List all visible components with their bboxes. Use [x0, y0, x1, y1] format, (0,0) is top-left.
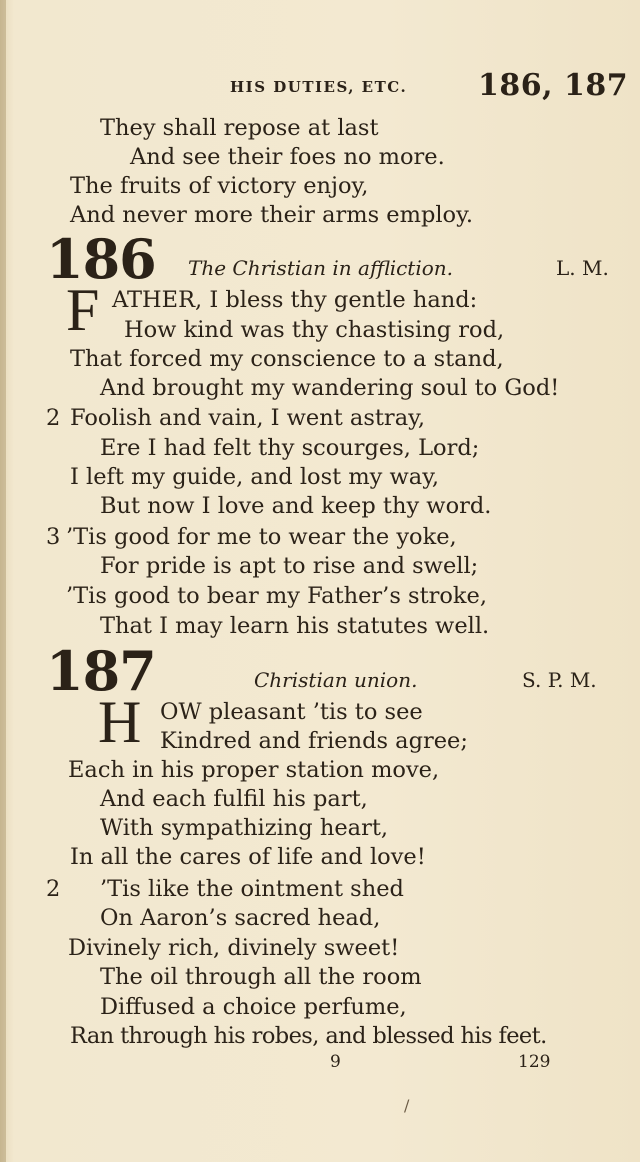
- verse-line: On Aaron’s sacred head,: [100, 905, 381, 931]
- stanza-number: 2: [46, 405, 61, 431]
- page-number: 129: [518, 1052, 551, 1072]
- running-head: HIS DUTIES, ETC.: [230, 78, 408, 96]
- verse-line: They shall repose at last: [100, 115, 379, 141]
- hymn-title: The Christian in affliction.: [188, 256, 453, 280]
- page-header: [0, 70, 640, 110]
- verse-line: OW pleasant ’tis to see: [160, 699, 423, 725]
- hymn-title: Christian union.: [254, 668, 418, 692]
- verse-line: How kind was thy chastising rod,: [124, 317, 505, 343]
- hymn-range: 186, 187: [478, 68, 629, 103]
- signature-mark: 9: [330, 1052, 341, 1072]
- verse-line: ’Tis like the ointment shed: [100, 876, 404, 902]
- drop-cap: F: [66, 277, 100, 343]
- verse-line: In all the cares of life and love!: [70, 844, 426, 870]
- verse-line: And see their foes no more.: [130, 144, 445, 170]
- verse-line: Ere I had felt thy scourges, Lord;: [100, 435, 480, 461]
- hymn-number: 187: [46, 639, 156, 703]
- verse-line: The oil through all the room: [100, 964, 422, 990]
- verse-line: Diffused a choice perfume,: [100, 994, 407, 1020]
- verse-line: ATHER, I bless thy gentle hand:: [112, 287, 478, 313]
- stanza-number: 2: [46, 876, 61, 902]
- verse-line: Divinely rich, divinely sweet!: [68, 935, 400, 961]
- verse-line: Foolish and vain, I went astray,: [70, 405, 425, 431]
- verse-line: That I may learn his statutes well.: [100, 613, 490, 639]
- verse-line: Each in his proper station move,: [68, 757, 440, 783]
- book-spine-shadow: [0, 0, 6, 1162]
- verse-line: ’Tis good to bear my Father’s stroke,: [66, 583, 488, 609]
- verse-line: And never more their arms employ.: [70, 202, 473, 228]
- verse-line: Kindred and friends agree;: [160, 728, 468, 754]
- drop-cap: H: [98, 689, 142, 755]
- verse-line: ’Tis good for me to wear the yoke,: [66, 524, 457, 550]
- verse-line: That forced my conscience to a stand,: [70, 346, 504, 372]
- verse-line: With sympathizing heart,: [100, 815, 389, 841]
- verse-line: The fruits of victory enjoy,: [70, 173, 369, 199]
- verse-line: But now I love and keep thy word.: [100, 493, 492, 519]
- verse-line: Ran through his robes, and blessed his feet.: [70, 1023, 547, 1049]
- verse-line: And brought my wandering soul to God!: [100, 375, 560, 401]
- hymn-number: 186: [46, 227, 156, 291]
- verse-line: And each fulfil his part,: [100, 786, 368, 812]
- stray-mark: /: [404, 1096, 410, 1115]
- hymn-meter: L. M.: [556, 256, 609, 280]
- hymn-meter: S. P. M.: [522, 668, 597, 692]
- stanza-number: 3: [46, 524, 61, 550]
- verse-line: For pride is apt to rise and swell;: [100, 553, 479, 579]
- verse-line: I left my guide, and lost my way,: [70, 464, 440, 490]
